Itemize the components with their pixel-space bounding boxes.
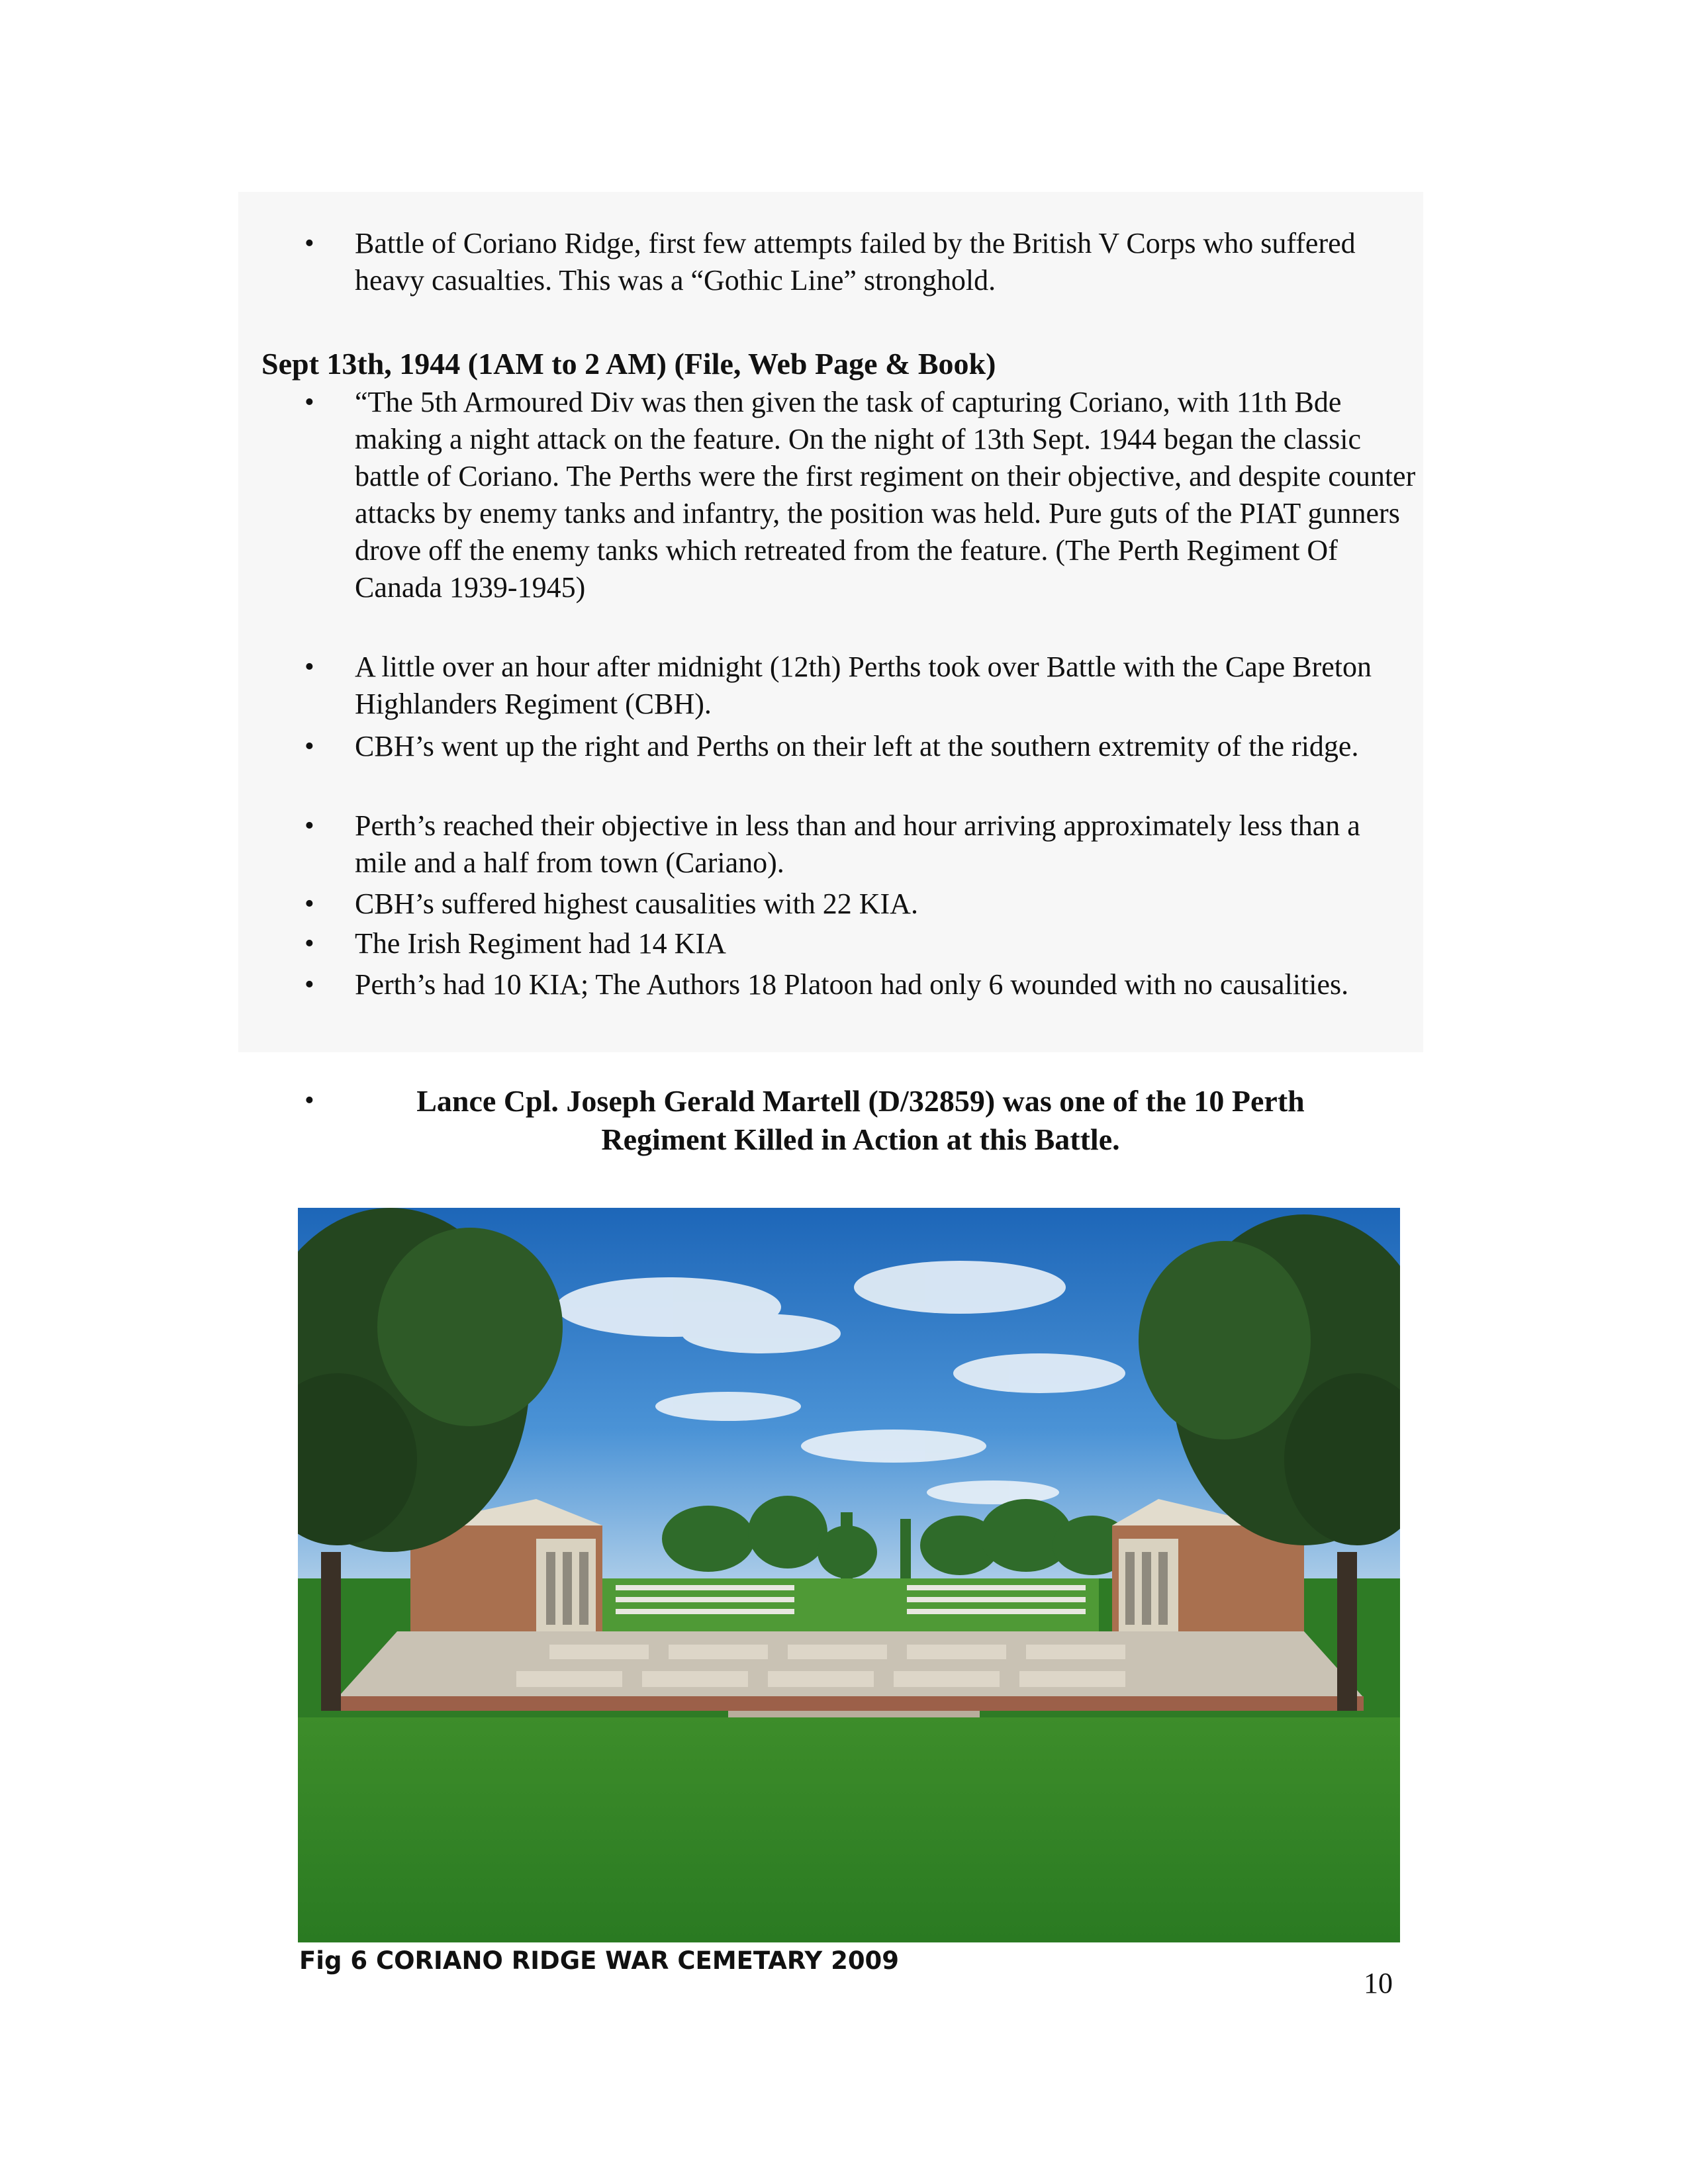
bullet: •: [305, 970, 314, 1000]
cemetery-photo: [298, 1208, 1400, 1942]
shaded-text-region: [238, 192, 1423, 1052]
bullet: •: [305, 387, 314, 418]
list-item-text: CBH’s suffered highest causalities with 22 KIA.: [355, 887, 918, 920]
figure-caption: Fig 6 CORIANO RIDGE WAR CEMETARY 2009: [299, 1946, 900, 1975]
quote-text: “The 5th Armoured Div was then given the task of capturing Coriano, with 11th Bde making a night attack on the feature. On the night of 13th Sept. 1944 began the classic battle of Coriano. The Perths were the first regiment on their objective, and despite counter attacks by enemy tanks and infantry, the position was held. Pure guts of the PIAT gunners drove off the enemy tanks which retreated from the feature. (The Perth Regiment Of Canada 1939-1945): [355, 386, 1416, 604]
list-item-text: Battle of Coriano Ridge, first few attempts failed by the British V Corps who suffered heavy casualties. This was a “Gothic Line” stronghold.: [355, 227, 1356, 296]
bullet: •: [305, 1085, 314, 1116]
list-item: [305, 728, 1417, 765]
list-item-quote: [305, 384, 1417, 606]
list-item-text: The Irish Regiment had 14 KIA: [355, 927, 726, 960]
list-item: [305, 886, 1417, 923]
list-item-text: Perth’s reached their objective in less than and hour arriving approximately less than a mile and a half from town (Cariano).: [355, 809, 1360, 879]
page-number: 10: [1364, 1967, 1393, 1999]
lawn: [298, 1717, 1400, 1942]
kia-note: [371, 1082, 1350, 1159]
bullet: •: [305, 652, 314, 682]
bullet: •: [305, 929, 314, 959]
kia-note-line-1: Lance Cpl. Joseph Gerald Martell (D/32859) was one of the 10 Perth: [416, 1084, 1305, 1118]
bullet: •: [305, 228, 314, 259]
list-item-text: CBH’s went up the right and Perths on their left at the southern extremity of the ridge.: [355, 730, 1359, 762]
list-item: [305, 807, 1417, 882]
kia-note-line-2: Regiment Killed in Action at this Battle.: [601, 1122, 1120, 1156]
list-item-text: A little over an hour after midnight (12th) Perths took over Battle with the Cape Breton Highlanders Regiment (CBH).: [355, 651, 1372, 720]
list-item: [305, 225, 1417, 299]
cemetery-illustration: [298, 1208, 1400, 1942]
list-item-text: Perth’s had 10 KIA; The Authors 18 Platoon had only 6 wounded with no causalities.: [355, 968, 1349, 1001]
list-item: [305, 966, 1417, 1003]
bullet: •: [305, 889, 314, 919]
bullet: •: [305, 811, 314, 841]
section-heading: Sept 13th, 1944 (1AM to 2 AM) (File, Web Page & Book): [261, 347, 996, 381]
terrace: [338, 1631, 1364, 1698]
list-item: [305, 649, 1417, 723]
bullet: •: [305, 731, 314, 762]
list-item: [305, 925, 1417, 962]
